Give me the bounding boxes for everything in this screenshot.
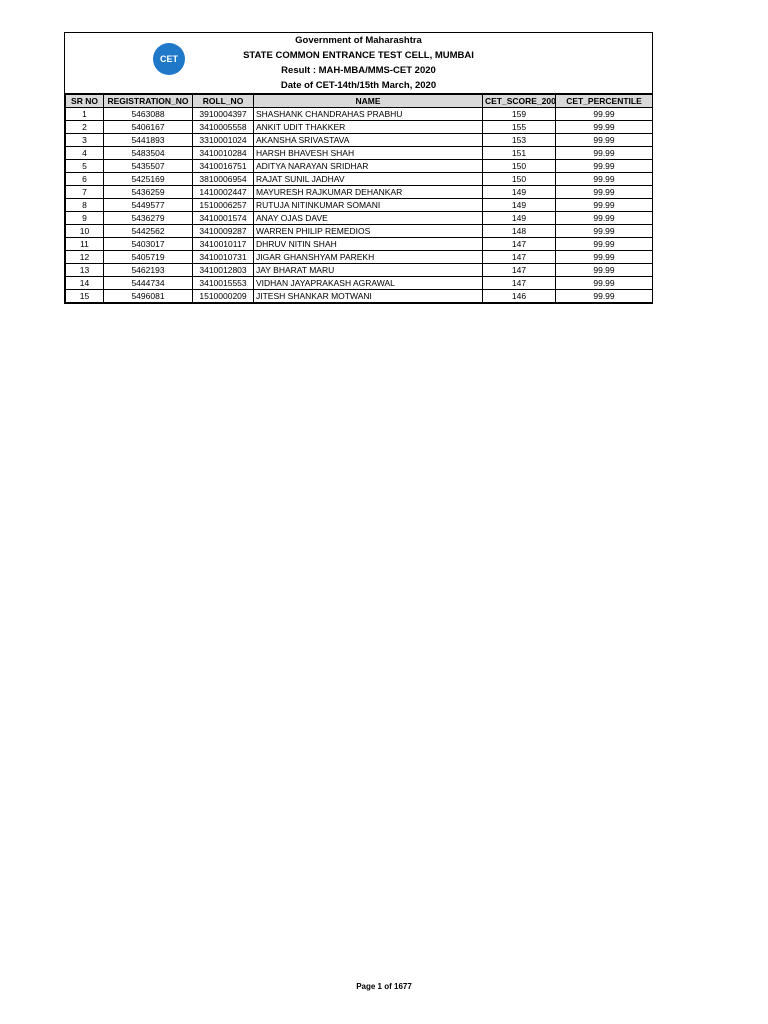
table-cell: 99.99 bbox=[556, 290, 653, 303]
col-name: NAME bbox=[254, 95, 483, 108]
table-cell: 5425169 bbox=[104, 173, 193, 186]
table-cell: MAYURESH RAJKUMAR DEHANKAR bbox=[254, 186, 483, 199]
table-cell: 153 bbox=[483, 134, 556, 147]
table-cell: AKANSHA SRIVASTAVA bbox=[254, 134, 483, 147]
table-cell: 5463088 bbox=[104, 108, 193, 121]
table-cell: 99.99 bbox=[556, 173, 653, 186]
table-cell: VIDHAN JAYAPRAKASH AGRAWAL bbox=[254, 277, 483, 290]
table-cell: 3410005558 bbox=[193, 121, 254, 134]
table-cell: 3410012803 bbox=[193, 264, 254, 277]
table-row bbox=[66, 147, 653, 160]
table-cell: RUTUJA NITINKUMAR SOMANI bbox=[254, 199, 483, 212]
table-row bbox=[66, 238, 653, 251]
table-cell: 99.99 bbox=[556, 186, 653, 199]
table-cell: 99.99 bbox=[556, 147, 653, 160]
table-cell: HARSH BHAVESH SHAH bbox=[254, 147, 483, 160]
col-registration-no: REGISTRATION_NO bbox=[104, 95, 193, 108]
table-cell: 5 bbox=[66, 160, 104, 173]
table-row bbox=[66, 121, 653, 134]
table-cell: 99.99 bbox=[556, 134, 653, 147]
table-cell: 5444734 bbox=[104, 277, 193, 290]
table-cell: 147 bbox=[483, 277, 556, 290]
table-cell: 99.99 bbox=[556, 277, 653, 290]
col-cet-score: CET_SCORE_200 bbox=[483, 95, 556, 108]
table-cell: 1 bbox=[66, 108, 104, 121]
col-sr-no: SR NO bbox=[66, 95, 104, 108]
table-cell: 9 bbox=[66, 212, 104, 225]
table-cell: 4 bbox=[66, 147, 104, 160]
table-cell: 150 bbox=[483, 160, 556, 173]
table-row bbox=[66, 134, 653, 147]
table-cell: 5441893 bbox=[104, 134, 193, 147]
table-cell: 99.99 bbox=[556, 160, 653, 173]
table-cell: 10 bbox=[66, 225, 104, 238]
table-cell: 5435507 bbox=[104, 160, 193, 173]
table-row bbox=[66, 212, 653, 225]
table-cell: 3310001024 bbox=[193, 134, 254, 147]
table-cell: 3910004397 bbox=[193, 108, 254, 121]
table-cell: 5449577 bbox=[104, 199, 193, 212]
table-cell: 155 bbox=[483, 121, 556, 134]
table-cell: 8 bbox=[66, 199, 104, 212]
table-cell: 6 bbox=[66, 173, 104, 186]
table-cell: 3410015553 bbox=[193, 277, 254, 290]
page-footer: Page 1 of 1677 bbox=[356, 982, 412, 991]
table-row bbox=[66, 186, 653, 199]
table-cell: 3410010731 bbox=[193, 251, 254, 264]
table-cell: 99.99 bbox=[556, 238, 653, 251]
table-cell: 99.99 bbox=[556, 121, 653, 134]
table-row bbox=[66, 264, 653, 277]
table-cell: 99.99 bbox=[556, 251, 653, 264]
table-row bbox=[66, 277, 653, 290]
table-cell: 149 bbox=[483, 199, 556, 212]
table-cell: 146 bbox=[483, 290, 556, 303]
table-row bbox=[66, 199, 653, 212]
table-cell: 5436279 bbox=[104, 212, 193, 225]
table-row bbox=[66, 225, 653, 238]
table-cell: ANKIT UDIT THAKKER bbox=[254, 121, 483, 134]
table-cell: 99.99 bbox=[556, 212, 653, 225]
table-cell: 5406167 bbox=[104, 121, 193, 134]
table-cell: 7 bbox=[66, 186, 104, 199]
date-title: Date of CET-14th/15th March, 2020 bbox=[280, 80, 437, 91]
table-cell: 147 bbox=[483, 251, 556, 264]
table-cell: 5483504 bbox=[104, 147, 193, 160]
table-cell: 5462193 bbox=[104, 264, 193, 277]
table-cell: 150 bbox=[483, 173, 556, 186]
table-cell: 149 bbox=[483, 212, 556, 225]
table-cell: ANAY OJAS DAVE bbox=[254, 212, 483, 225]
table-cell: 2 bbox=[66, 121, 104, 134]
table-cell: 147 bbox=[483, 238, 556, 251]
table-cell: 3410009287 bbox=[193, 225, 254, 238]
sheet-header bbox=[65, 33, 652, 94]
table-row bbox=[66, 160, 653, 173]
table-cell: 5496081 bbox=[104, 290, 193, 303]
table-cell: SHASHANK CHANDRAHAS PRABHU bbox=[254, 108, 483, 121]
table-cell: 5403017 bbox=[104, 238, 193, 251]
cet-logo: CET bbox=[153, 43, 185, 75]
table-cell: 3410001574 bbox=[193, 212, 254, 225]
table-cell: 3 bbox=[66, 134, 104, 147]
table-cell: 13 bbox=[66, 264, 104, 277]
table-cell: 1410002447 bbox=[193, 186, 254, 199]
table-cell: 147 bbox=[483, 264, 556, 277]
table-cell: 1510006257 bbox=[193, 199, 254, 212]
office-title: STATE COMMON ENTRANCE TEST CELL, MUMBAI bbox=[243, 50, 474, 61]
table-cell: 5442562 bbox=[104, 225, 193, 238]
table-row bbox=[66, 290, 653, 303]
table-cell: 3410016751 bbox=[193, 160, 254, 173]
table-cell: 99.99 bbox=[556, 264, 653, 277]
table-cell: RAJAT SUNIL JADHAV bbox=[254, 173, 483, 186]
table-cell: 99.99 bbox=[556, 108, 653, 121]
table-cell: 151 bbox=[483, 147, 556, 160]
table-cell: ADITYA NARAYAN SRIDHAR bbox=[254, 160, 483, 173]
table-cell: DHRUV NITIN SHAH bbox=[254, 238, 483, 251]
result-title: Result : MAH-MBA/MMS-CET 2020 bbox=[281, 65, 436, 76]
table-cell: 159 bbox=[483, 108, 556, 121]
table-cell: 3410010284 bbox=[193, 147, 254, 160]
table-cell: JAY BHARAT MARU bbox=[254, 264, 483, 277]
table-cell: 148 bbox=[483, 225, 556, 238]
table-cell: 99.99 bbox=[556, 199, 653, 212]
table-cell: 99.99 bbox=[556, 225, 653, 238]
table-row bbox=[66, 173, 653, 186]
org-title: Government of Maharashtra bbox=[295, 35, 422, 46]
table-cell: 11 bbox=[66, 238, 104, 251]
results-table bbox=[65, 94, 653, 303]
table-row bbox=[66, 251, 653, 264]
table-cell: 5436259 bbox=[104, 186, 193, 199]
table-cell: JIGAR GHANSHYAM PAREKH bbox=[254, 251, 483, 264]
table-cell: 3810006954 bbox=[193, 173, 254, 186]
table-cell: 12 bbox=[66, 251, 104, 264]
table-cell: 15 bbox=[66, 290, 104, 303]
result-sheet bbox=[64, 32, 653, 304]
col-cet-percentile: CET_PERCENTILE bbox=[556, 95, 653, 108]
table-row bbox=[66, 108, 653, 121]
col-roll-no: ROLL_NO bbox=[193, 95, 254, 108]
table-cell: 5405719 bbox=[104, 251, 193, 264]
table-cell: 14 bbox=[66, 277, 104, 290]
table-cell: 149 bbox=[483, 186, 556, 199]
table-header-row bbox=[66, 95, 653, 108]
table-cell: JITESH SHANKAR MOTWANI bbox=[254, 290, 483, 303]
table-cell: WARREN PHILIP REMEDIOS bbox=[254, 225, 483, 238]
table-cell: 1510000209 bbox=[193, 290, 254, 303]
table-cell: 3410010117 bbox=[193, 238, 254, 251]
